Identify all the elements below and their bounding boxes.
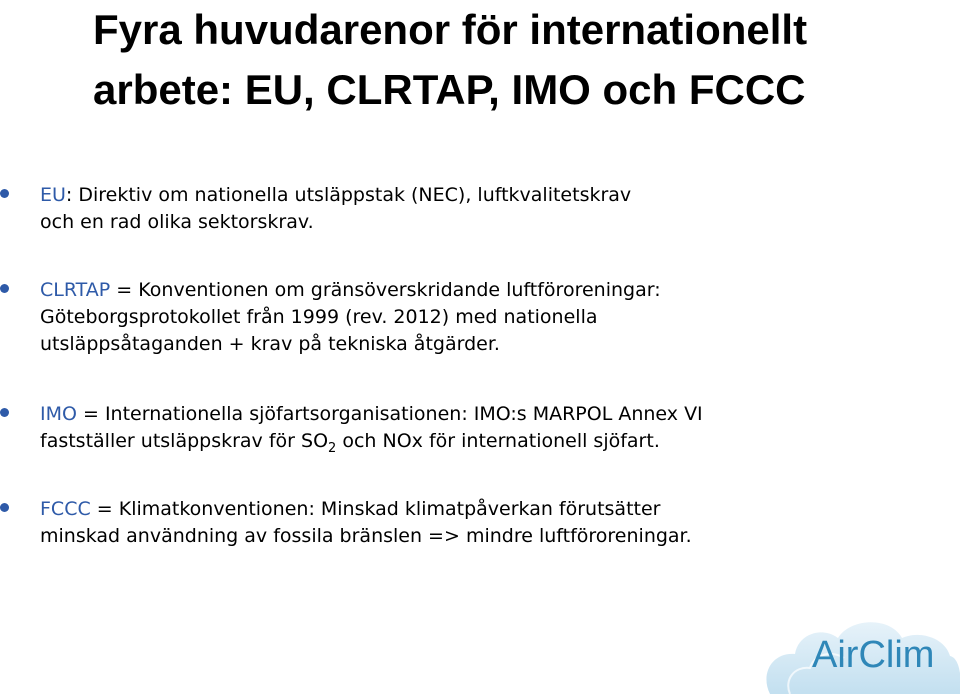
airclim-logo: [750, 604, 960, 694]
bullet-keyword: IMO: [40, 403, 77, 425]
bullet-line: [40, 496, 920, 523]
bullet-text: [40, 401, 920, 462]
bullet-line: utsläppsåtaganden + krav på tekniska åtgärder.: [40, 333, 500, 355]
bullet-keyword: EU: [40, 184, 66, 206]
bullet-dot-icon: [0, 408, 9, 417]
bullet-line-text: : Direktiv om nationella utsläppstak (NEC), luftkvalitetskrav: [65, 184, 632, 206]
bullet-dot-icon: [0, 189, 9, 198]
bullet-line: [40, 277, 920, 304]
bullet-text: [40, 277, 920, 358]
slide-title-line-1: Fyra huvudarenor för internationellt: [93, 6, 808, 53]
bullet-text: [40, 182, 920, 236]
logo-text: AirClim: [812, 634, 935, 676]
bullet-line-text: = Klimatkonventionen: Minskad klimatpåverkan förutsätter: [90, 498, 661, 520]
bullet-line: [40, 428, 920, 462]
bullet-line-text: = Konventionen om gränsöverskridande luftföroreningar:: [110, 279, 661, 301]
slide-title-line-2: arbete: EU, CLRTAP, IMO och FCCC: [93, 66, 806, 113]
bullet-line: [40, 401, 920, 428]
bullet-text: [40, 496, 920, 550]
bullet-line-text: = Internationella sjöfartsorganisationen: IMO:s MARPOL Annex VI: [76, 403, 703, 425]
subscript: 2: [328, 441, 337, 456]
bullet-line: [40, 182, 920, 209]
bullet-line-text: fastställer utsläppskrav för SO: [40, 430, 329, 452]
bullet-keyword: CLRTAP: [40, 279, 111, 301]
bullet-line: Göteborgsprotokollet från 1999 (rev. 2012) med nationella: [40, 306, 598, 328]
bullet-keyword: FCCC: [40, 498, 91, 520]
bullet-dot-icon: [0, 284, 9, 293]
bullet-line: och en rad olika sektorskrav.: [40, 211, 314, 233]
bullet-line: minskad användning av fossila bränslen => mindre luftföroreningar.: [40, 525, 692, 547]
slide-title: [93, 0, 933, 120]
bullet-dot-icon: [0, 503, 9, 512]
bullet-line-text: och NOx för internationell sjöfart.: [336, 430, 660, 452]
